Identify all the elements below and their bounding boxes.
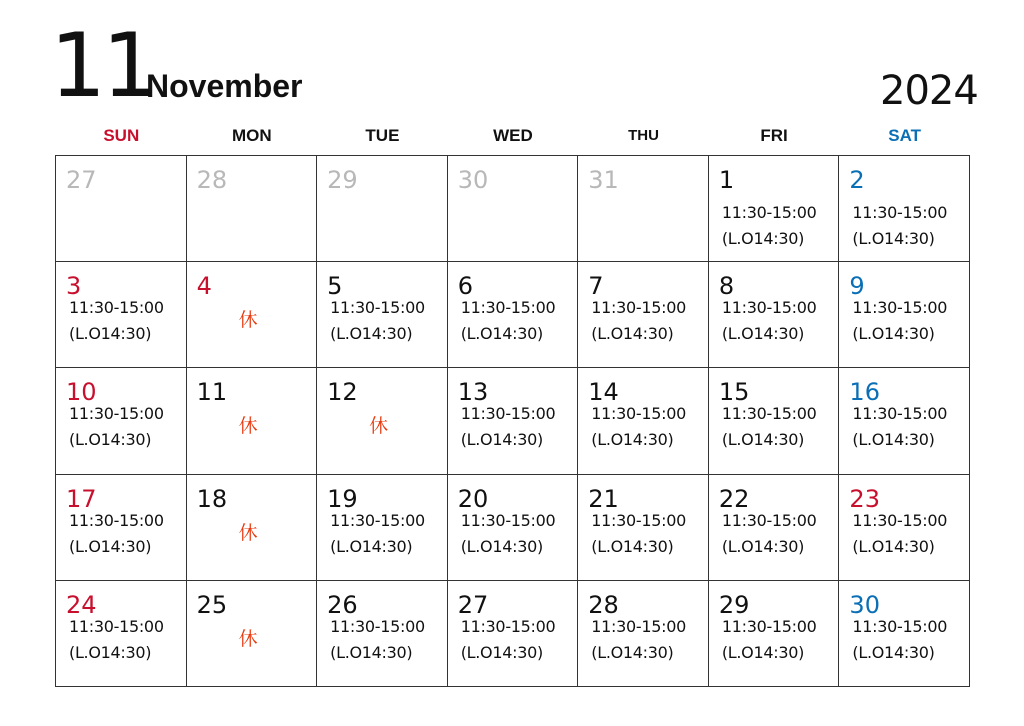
weekday-label-sat: SAT: [888, 126, 922, 145]
day-number: 24: [66, 590, 97, 619]
calendar-day-cell: [187, 581, 318, 687]
day-number: 28: [196, 166, 228, 194]
last-order: (L.O14:30): [721, 642, 805, 662]
last-order: (L.O14:30): [721, 229, 805, 248]
opening-hours: [461, 295, 556, 347]
day-number: 12: [327, 378, 358, 407]
day-number: 23: [849, 484, 880, 513]
hours-range: 11:30-15:00: [330, 510, 425, 530]
opening-hours: [69, 401, 164, 453]
day-number: 20: [457, 484, 489, 513]
hours-range: 11:30-15:00: [69, 404, 164, 424]
closed-mark: 休: [238, 309, 258, 332]
opening-hours: [852, 200, 947, 252]
weekday-label-tue: TUE: [365, 126, 400, 145]
day-number: 28: [588, 590, 619, 619]
last-order: (L.O14:30): [460, 536, 543, 556]
day-number: 17: [66, 484, 97, 513]
last-order: (L.O14:30): [69, 642, 152, 662]
opening-hours: [722, 200, 817, 252]
weekday-label-sun: SUN: [103, 126, 140, 145]
calendar-day-cell: [578, 156, 709, 262]
day-number: 10: [66, 378, 97, 407]
opening-hours: [69, 508, 164, 560]
calendar-day-cell: [187, 156, 318, 262]
hours-range: 11:30-15:00: [852, 203, 948, 222]
hours-range: 11:30-15:00: [591, 404, 686, 424]
day-number: 4: [196, 272, 212, 301]
calendar-day-cell: [709, 581, 840, 687]
opening-hours: [330, 508, 425, 560]
hours-range: 11:30-15:00: [591, 510, 686, 530]
closed-mark: 休: [238, 521, 258, 544]
day-number: 27: [457, 590, 489, 619]
calendar-day-cell: [578, 368, 709, 474]
calendar-day-cell: [839, 368, 970, 474]
month-number: 11: [50, 14, 154, 117]
opening-hours: [69, 614, 164, 666]
opening-hours: [591, 295, 686, 347]
calendar-day-cell: [448, 581, 579, 687]
year: 2024: [880, 68, 978, 114]
calendar-day-cell: [317, 368, 448, 474]
closed-mark: 休: [369, 415, 389, 438]
hours-range: 11:30-15:00: [330, 616, 425, 636]
last-order: (L.O14:30): [591, 430, 674, 450]
last-order: (L.O14:30): [69, 430, 152, 450]
last-order: (L.O14:30): [852, 642, 935, 662]
calendar-day-cell: [56, 156, 187, 262]
weekday-header-row: [56, 124, 970, 148]
calendar-day-cell: [709, 475, 840, 581]
weekday-label-mon: MON: [232, 126, 272, 145]
opening-hours: [461, 508, 556, 560]
last-order: (L.O14:30): [591, 324, 674, 344]
last-order: (L.O14:30): [460, 642, 543, 662]
calendar-day-cell: [448, 475, 579, 581]
calendar-day-cell: [187, 475, 318, 581]
last-order: (L.O14:30): [852, 229, 935, 248]
hours-range: 11:30-15:00: [591, 298, 686, 318]
calendar-day-cell: [709, 368, 840, 474]
last-order: (L.O14:30): [852, 324, 935, 344]
day-number: 27: [66, 166, 97, 194]
calendar-day-cell: [56, 262, 187, 368]
hours-range: 11:30-15:00: [330, 298, 425, 318]
opening-hours: [461, 401, 556, 453]
day-number: 3: [66, 272, 82, 301]
calendar-day-cell: [709, 262, 840, 368]
last-order: (L.O14:30): [591, 536, 674, 556]
day-number: 9: [849, 272, 865, 301]
hours-range: 11:30-15:00: [69, 298, 164, 318]
hours-range: 11:30-15:00: [591, 616, 686, 636]
day-number: 8: [718, 272, 735, 301]
hours-range: 11:30-15:00: [69, 510, 164, 530]
weekday-label-fri: FRI: [760, 126, 788, 145]
last-order: (L.O14:30): [330, 642, 413, 662]
hours-range: 11:30-15:00: [721, 616, 817, 636]
opening-hours: [722, 295, 817, 347]
last-order: (L.O14:30): [460, 430, 543, 450]
hours-range: 11:30-15:00: [721, 510, 817, 530]
day-number: 14: [588, 378, 619, 407]
calendar-day-cell: [56, 368, 187, 474]
opening-hours: [461, 614, 556, 666]
hours-range: 11:30-15:00: [460, 616, 556, 636]
hours-range: 11:30-15:00: [852, 616, 948, 636]
hours-range: 11:30-15:00: [852, 510, 948, 530]
hours-range: 11:30-15:00: [852, 298, 948, 318]
hours-range: 11:30-15:00: [721, 404, 817, 424]
opening-hours: [591, 401, 686, 453]
day-number: 30: [849, 590, 880, 619]
weekday-label-thu: THU: [628, 127, 659, 144]
calendar-day-cell: [709, 156, 840, 262]
last-order: (L.O14:30): [721, 536, 805, 556]
hours-range: 11:30-15:00: [721, 203, 817, 222]
opening-hours: [591, 614, 686, 666]
month-name: November: [146, 68, 303, 104]
opening-hours: [852, 614, 947, 666]
day-number: 29: [327, 166, 358, 194]
last-order: (L.O14:30): [591, 642, 674, 662]
opening-hours: [722, 401, 817, 453]
opening-hours: [852, 508, 947, 560]
calendar-day-cell: [317, 581, 448, 687]
calendar-day-cell: [839, 475, 970, 581]
day-number: 18: [196, 484, 228, 513]
last-order: (L.O14:30): [721, 430, 805, 450]
calendar-day-cell: [578, 475, 709, 581]
calendar-day-cell: [839, 262, 970, 368]
day-number: 7: [588, 272, 604, 301]
day-number: 22: [718, 484, 750, 513]
opening-hours: [722, 614, 817, 666]
last-order: (L.O14:30): [330, 324, 413, 344]
calendar-day-cell: [839, 581, 970, 687]
last-order: (L.O14:30): [330, 536, 413, 556]
opening-hours: [852, 295, 947, 347]
day-number: 6: [457, 272, 473, 301]
hours-range: 11:30-15:00: [721, 298, 817, 318]
opening-hours: [330, 614, 425, 666]
day-number: 15: [718, 378, 750, 407]
calendar-day-cell: [317, 262, 448, 368]
calendar-day-cell: [187, 368, 318, 474]
calendar-day-cell: [187, 262, 318, 368]
day-number: 19: [327, 484, 358, 513]
calendar-day-cell: [56, 475, 187, 581]
hours-range: 11:30-15:00: [460, 510, 556, 530]
calendar-day-cell: [317, 156, 448, 262]
calendar-day-cell: [317, 475, 448, 581]
day-number: 16: [849, 378, 880, 407]
day-number: 5: [327, 272, 343, 301]
calendar-day-cell: [448, 262, 579, 368]
last-order: (L.O14:30): [852, 536, 935, 556]
day-number: 31: [588, 166, 619, 194]
day-number: 30: [457, 166, 489, 194]
calendar-day-cell: [578, 581, 709, 687]
last-order: (L.O14:30): [69, 324, 152, 344]
hours-range: 11:30-15:00: [69, 616, 164, 636]
hours-range: 11:30-15:00: [852, 404, 948, 424]
day-number: 2: [849, 166, 865, 194]
opening-hours: [722, 508, 817, 560]
day-number: 13: [457, 378, 489, 407]
calendar-day-cell: [578, 262, 709, 368]
calendar-day-cell: [448, 156, 579, 262]
calendar-day-cell: [839, 156, 970, 262]
day-number: 25: [196, 590, 228, 619]
day-number: 21: [588, 484, 619, 513]
opening-hours: [69, 295, 164, 347]
opening-hours: [330, 295, 425, 347]
calendar-grid: [55, 155, 970, 687]
day-number: 26: [327, 590, 358, 619]
hours-range: 11:30-15:00: [460, 298, 556, 318]
closed-mark: 休: [238, 627, 258, 650]
weekday-label-wed: WED: [493, 126, 533, 145]
opening-hours: [591, 508, 686, 560]
day-number: 1: [718, 166, 735, 194]
closed-mark: 休: [238, 415, 258, 438]
day-number: 29: [718, 590, 750, 619]
day-number: 11: [196, 378, 228, 407]
last-order: (L.O14:30): [460, 324, 543, 344]
last-order: (L.O14:30): [721, 324, 805, 344]
last-order: (L.O14:30): [852, 430, 935, 450]
calendar-day-cell: [56, 581, 187, 687]
opening-hours: [852, 401, 947, 453]
last-order: (L.O14:30): [69, 536, 152, 556]
calendar-day-cell: [448, 368, 579, 474]
hours-range: 11:30-15:00: [460, 404, 556, 424]
